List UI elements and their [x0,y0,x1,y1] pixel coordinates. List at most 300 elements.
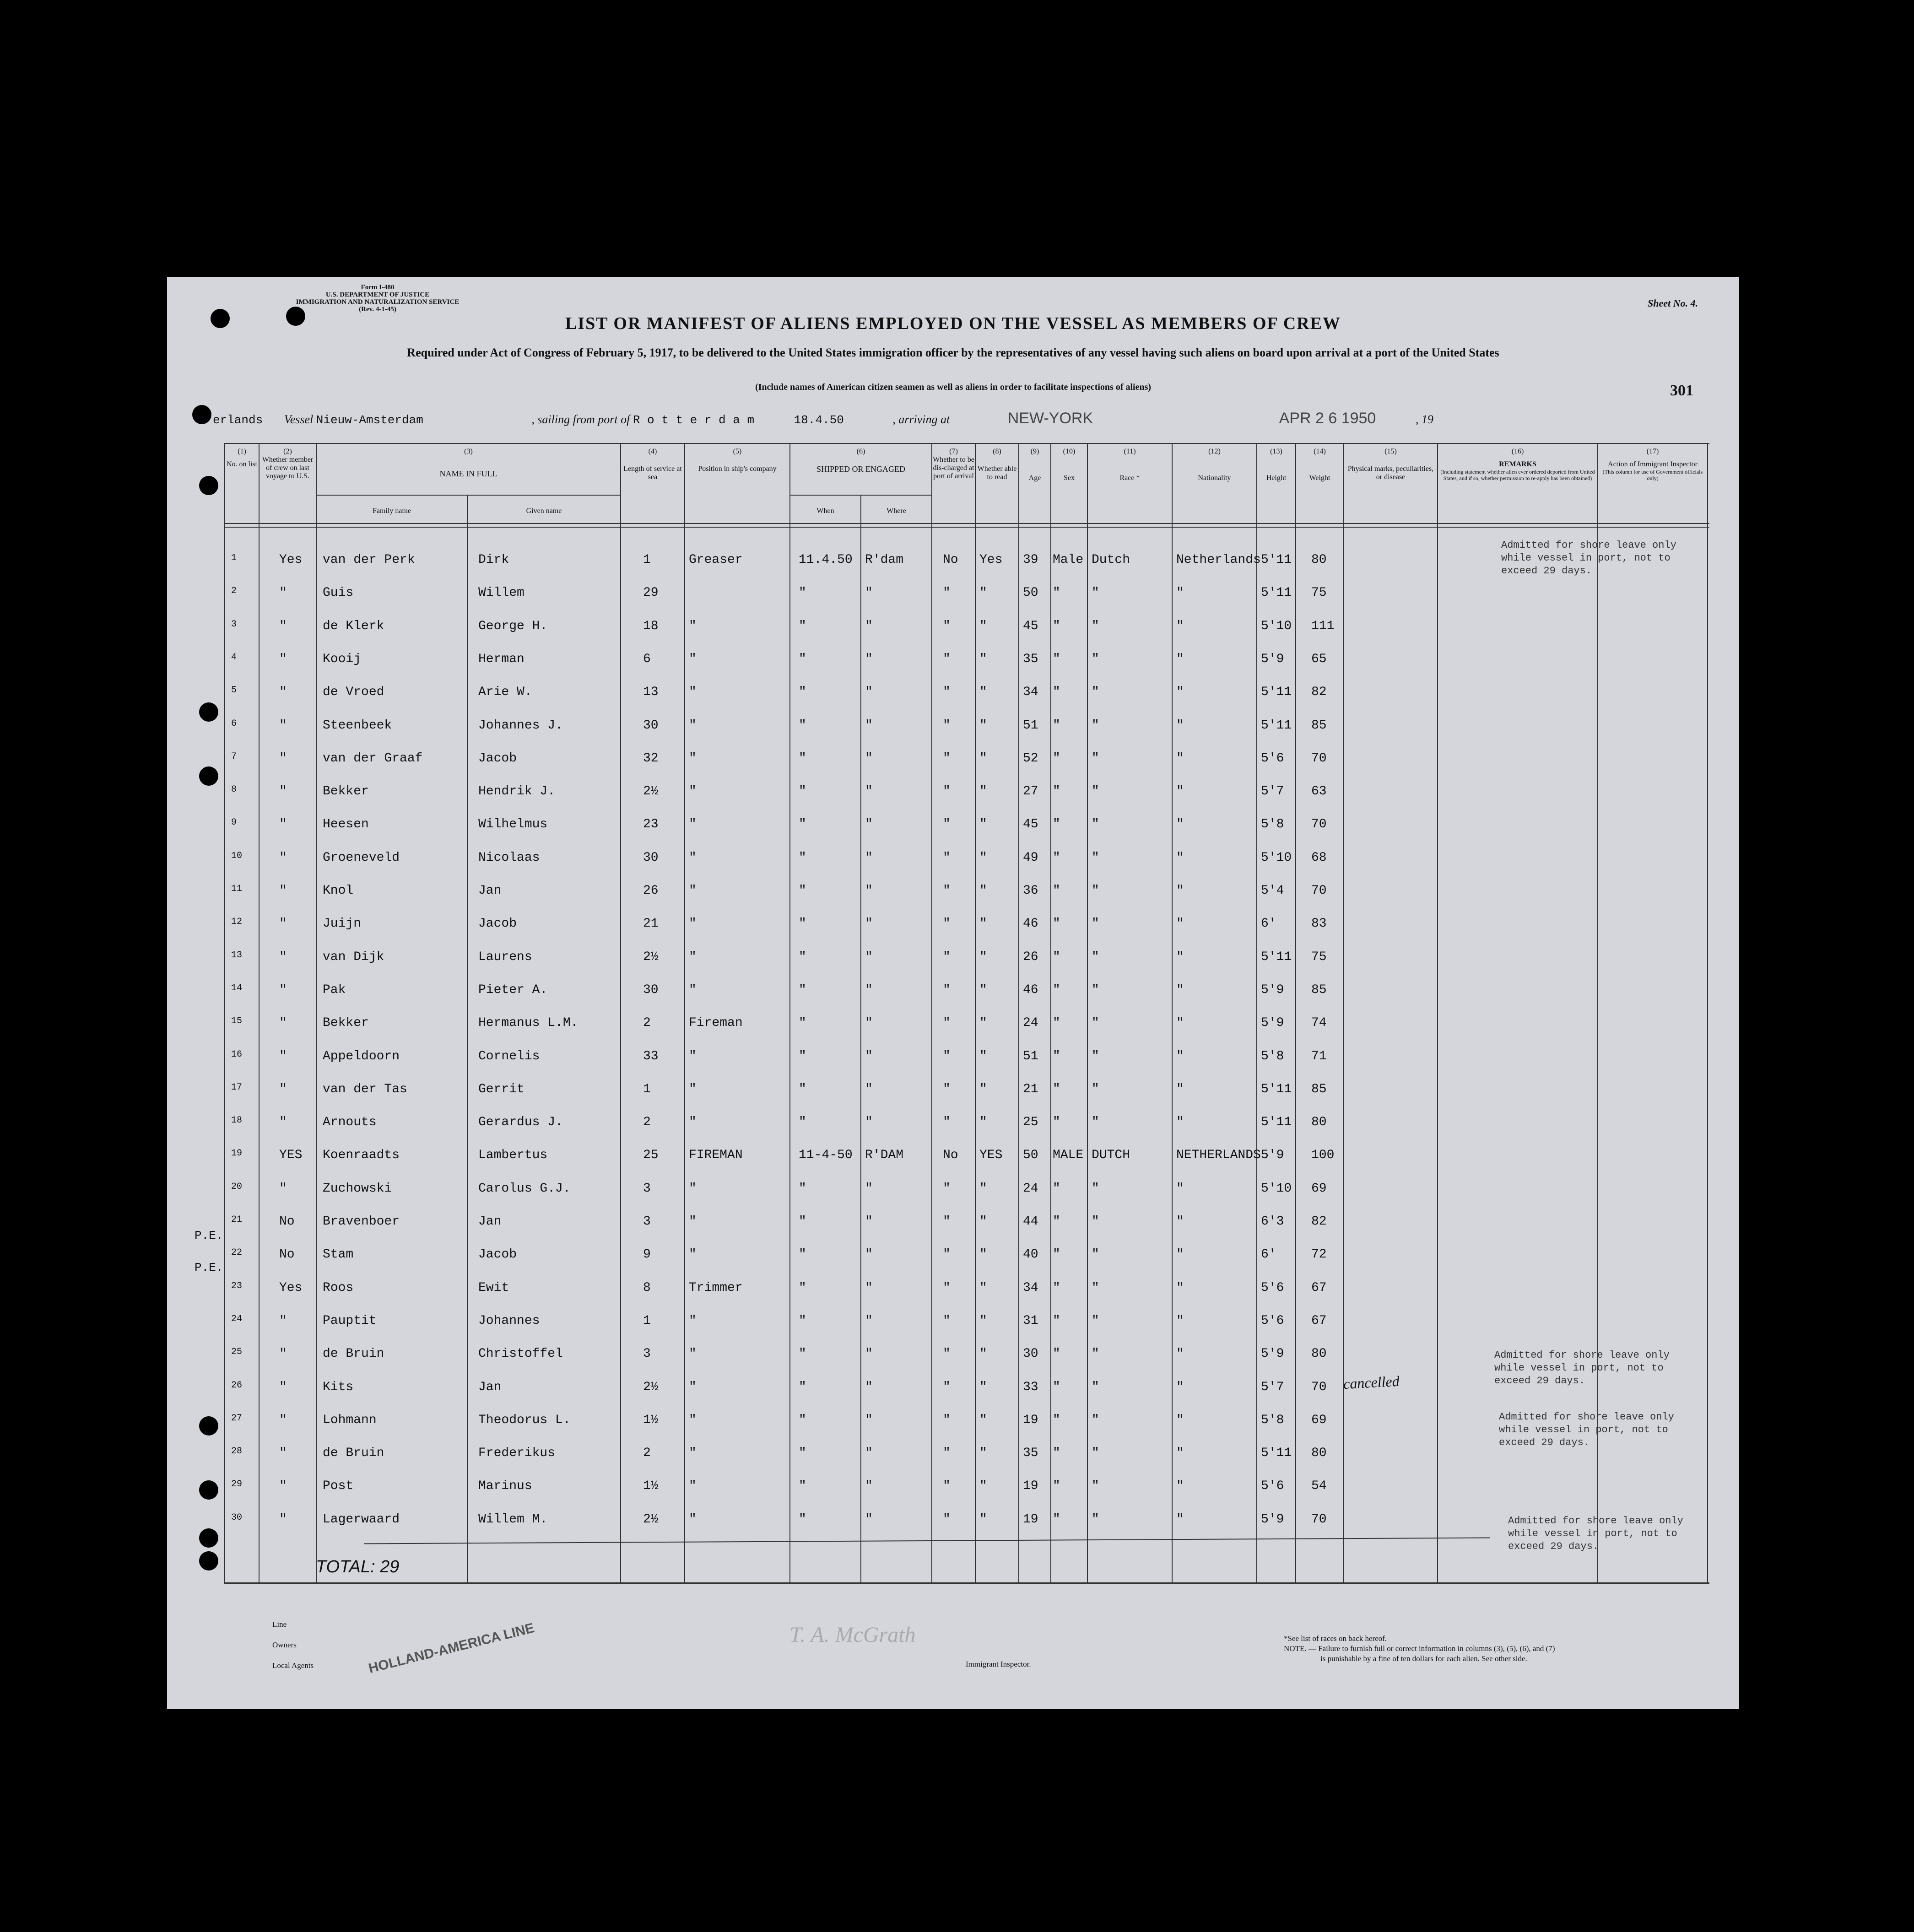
read-flag: " [979,1512,987,1527]
col-given-header: Given name [526,507,562,515]
sex: MALE [1053,1148,1084,1163]
table-row [167,1007,1709,1040]
read-flag: " [979,1446,987,1461]
family-name: van der Graaf [323,751,423,766]
discharge-flag: " [943,817,951,832]
family-name: Zuchowski [323,1181,392,1196]
discharge-flag: " [943,784,951,799]
sex: " [1053,884,1060,898]
form-dept: U.S. DEPARTMENT OF JUSTICE [325,291,430,298]
discharge-flag: " [943,586,951,600]
family-name: Heesen [323,817,369,832]
row-number: 6 [231,718,237,729]
weight: 85 [1311,718,1327,733]
shipped-where: " [865,619,873,633]
service-length: 29 [643,586,659,600]
nationality: " [1176,1446,1184,1461]
sex: Male [1053,553,1084,567]
shipped-when: " [799,950,806,964]
crew-member-flag: " [279,1347,287,1361]
read-flag: YES [979,1148,1003,1163]
weight: 85 [1311,1082,1327,1096]
nationality: " [1176,1247,1184,1262]
height: 6'3 [1261,1214,1284,1229]
table-row [167,1172,1709,1205]
sheet-number [1648,297,1698,309]
given-name: Arie W. [478,685,532,700]
sex: " [1053,1247,1060,1262]
row-number: 30 [231,1512,243,1523]
row-number: 8 [231,784,237,795]
table-row [167,1272,1709,1305]
col-age-header: (9) Age [1028,448,1041,482]
age: 27 [1023,784,1038,799]
height: 5'6 [1261,751,1284,766]
age: 30 [1023,1347,1038,1361]
remark-text: Admitted for shore leave only while vessel in port, not to exceed 29 days. [1501,540,1676,577]
crew-member-flag: " [279,1082,287,1096]
shipped-where: " [865,1313,873,1328]
weight: 70 [1311,751,1327,766]
row-number: 18 [231,1115,243,1126]
sex: " [1053,685,1060,700]
crew-member-flag: " [279,751,287,766]
sex: " [1053,784,1060,799]
weight: 85 [1311,982,1327,997]
race: " [1092,1380,1099,1394]
crew-member-flag: " [279,850,287,865]
given-name: Herman [478,652,524,666]
shipped-when: " [799,884,806,898]
race: " [1092,652,1099,666]
height: 5'11 [1261,586,1292,600]
family-name: Appeldoorn [323,1049,400,1063]
height: 5'8 [1261,817,1284,832]
cancelled-note: cancelled [1343,1372,1400,1392]
crew-member-flag: " [279,619,287,633]
given-name: Hendrik J. [478,784,556,799]
agents-label: Local Agents [272,1661,314,1670]
pe-mark: P.E. [195,1261,223,1274]
remark-text: Admitted for shore leave only while vessel in port, not to exceed 29 days. [1508,1515,1683,1552]
shipped-when: " [799,1313,806,1328]
row-number: 21 [231,1214,243,1225]
shipped-when: " [799,1049,806,1063]
age: 24 [1023,1016,1038,1031]
nationality: " [1176,817,1184,832]
sailing-label: , sailing from port of [531,413,630,426]
discharge-flag: " [943,1313,951,1328]
weight: 54 [1311,1479,1327,1494]
row-number: 28 [231,1446,243,1457]
col-when-header: When [816,507,834,515]
include-note: (Include names of American citizen seamen as well as aliens in order to facilitate inspections of aliens) [755,382,1152,392]
service-length: 30 [643,982,659,997]
height: 5'11 [1261,718,1292,733]
sex: " [1053,751,1060,766]
height: 5'10 [1261,1181,1292,1196]
given-name: Gerrit [478,1082,524,1096]
shipped-when: " [799,1016,806,1031]
col-height-header: (13) Height [1266,448,1287,482]
discharge-flag: " [943,1347,951,1361]
service-length: 1 [643,1082,651,1096]
given-name: Jan [478,1214,502,1229]
shipped-when: " [799,1512,806,1527]
service-length: 13 [643,685,659,700]
row-number: 11 [231,884,243,894]
col-remarks-header: (16) REMARKS (Including statement whether alien ever ordered deported from United States, and if so, whether permission to re-apply has been obtained) [1440,448,1595,481]
shipped-when: " [799,1280,806,1295]
sex: " [1053,718,1060,733]
weight: 111 [1311,619,1335,633]
shipped-when: " [799,1214,806,1229]
inspector-signature: T. A. McGrath [789,1623,916,1647]
read-flag: Yes [979,553,1003,567]
race: " [1092,1347,1099,1361]
row-number: 7 [231,751,237,762]
fine-note-cont: is punishable by a fine of ten dollars for each alien. See other side. [1320,1654,1527,1663]
discharge-flag: " [943,850,951,865]
shipped-where: " [865,685,873,700]
row-number: 26 [231,1380,243,1391]
given-name: Pieter A. [478,982,548,997]
race: " [1092,685,1099,700]
family-name: Bekker [323,784,369,799]
sex: " [1053,1479,1060,1494]
shipped-when: " [799,1347,806,1361]
service-length: 26 [643,884,659,898]
weight: 69 [1311,1181,1327,1196]
shipped-when: " [799,1479,806,1494]
given-name: Nicolaas [478,850,540,865]
position: " [689,1181,697,1196]
given-name: Frederikus [478,1446,556,1461]
shipped-where: " [865,652,873,666]
weight: 82 [1311,685,1327,700]
crew-member-flag: " [279,1115,287,1130]
position: " [689,1380,697,1394]
crew-member-flag: " [279,917,287,931]
service-length: 6 [643,652,651,666]
discharge-flag: " [943,884,951,898]
position: " [689,1214,697,1229]
sex: " [1053,1049,1060,1063]
shipped-where: " [865,1214,873,1229]
shipped-when: " [799,1115,806,1130]
row-number: 23 [231,1280,243,1291]
service-length: 18 [643,619,659,633]
discharge-flag: " [943,718,951,733]
age: 35 [1023,652,1038,666]
nationality: " [1176,718,1184,733]
race: " [1092,619,1099,633]
discharge-flag: " [943,751,951,766]
discharge-flag: " [943,1512,951,1527]
rule [316,495,620,496]
age: 25 [1023,1115,1038,1130]
shipped-when: " [799,1413,806,1427]
family-name: Koenraadts [323,1148,400,1163]
age: 19 [1023,1413,1038,1427]
departure-date: 18.4.50 [794,413,844,427]
nationality: " [1176,1347,1184,1361]
table-row [167,842,1709,874]
page-title: LIST OR MANIFEST OF ALIENS EMPLOYED ON THE VESSEL AS MEMBERS OF CREW [565,314,1341,333]
shipped-when: " [799,784,806,799]
shipped-where: " [865,982,873,997]
shipped-where: " [865,1247,873,1262]
service-length: 3 [643,1214,651,1229]
age: 33 [1023,1380,1038,1394]
height: 5'11 [1261,553,1292,567]
position: " [689,784,697,799]
service-length: 1 [643,553,651,567]
shipped-where: " [865,817,873,832]
crew-member-flag: " [279,1181,287,1196]
crew-member-flag: " [279,1016,287,1031]
age: 24 [1023,1181,1038,1196]
family-name: Stam [323,1247,354,1262]
race: " [1092,718,1099,733]
service-length: 2 [643,1115,651,1130]
shipped-when: " [799,1380,806,1394]
shipped-when: " [799,1181,806,1196]
service-length: 1 [643,1313,651,1328]
race: " [1092,1214,1099,1229]
shipped-when: " [799,982,806,997]
crew-member-flag: " [279,685,287,700]
shipped-where: " [865,1016,873,1031]
height: 5'7 [1261,1380,1284,1394]
weight: 75 [1311,950,1327,964]
row-number: 27 [231,1413,243,1424]
service-length: 2½ [643,784,659,799]
sex: " [1053,1446,1060,1461]
family-name: Kits [323,1380,354,1394]
given-name: George H. [478,619,548,633]
crew-member-flag: " [279,950,287,964]
sex: " [1053,1313,1060,1328]
nationality: " [1176,850,1184,865]
row-number: 24 [231,1313,243,1324]
form-service: IMMIGRATION AND NATURALIZATION SERVICE [296,298,460,306]
read-flag: " [979,1247,987,1262]
table-row [167,1040,1709,1073]
pe-mark: P.E. [195,1229,223,1242]
read-flag: " [979,1347,987,1361]
sex: " [1053,1512,1060,1527]
nationality: " [1176,1280,1184,1295]
col-shipped-header: (6) SHIPPED OR ENGAGED [816,448,905,474]
crew-member-flag: " [279,1049,287,1063]
race: Dutch [1092,553,1130,567]
row-number: 4 [231,652,237,663]
age: 46 [1023,917,1038,931]
race: " [1092,917,1099,931]
crew-member-flag: " [279,1512,287,1527]
sex: " [1053,950,1060,964]
service-length: 32 [643,751,659,766]
row-number: 2 [231,586,237,597]
sex: " [1053,1016,1060,1031]
shipped-when: " [799,586,806,600]
weight: 74 [1311,1016,1327,1031]
position: Trimmer [689,1280,743,1295]
position: " [689,817,697,832]
position: " [689,850,697,865]
family-name: Lagerwaard [323,1512,400,1527]
given-name: Lambertus [478,1148,548,1163]
race: " [1092,1049,1099,1063]
table-row [167,1371,1709,1404]
table-row [167,1305,1709,1338]
arrival-port: NEW-YORK [1007,410,1093,427]
family-name: de Bruin [323,1446,384,1461]
family-name: Pauptit [323,1313,377,1328]
flag-country: erlands [213,413,263,427]
position: " [689,619,697,633]
sex: " [1053,1347,1060,1361]
discharge-flag: " [943,652,951,666]
nationality: NETHERLANDS [1176,1148,1261,1163]
table-row [167,544,1709,577]
crew-member-flag: " [279,1479,287,1494]
table-row [167,1404,1709,1437]
col-weight-header: (14) Weight [1309,448,1330,482]
table-row [167,808,1709,841]
age: 51 [1023,1049,1038,1063]
row-number: 12 [231,917,243,928]
given-name: Jacob [478,751,517,766]
sex: " [1053,1181,1060,1196]
row-number: 29 [231,1479,243,1490]
height: 5'8 [1261,1049,1284,1063]
race: " [1092,1181,1099,1196]
rule [224,443,1709,444]
row-number: 16 [231,1049,243,1060]
col-family-header: Family name [373,507,411,515]
shipped-where: " [865,1446,873,1461]
crew-member-flag: " [279,586,287,600]
col-where-header: Where [887,507,906,515]
race: " [1092,586,1099,600]
shipped-where: " [865,1380,873,1394]
weight: 82 [1311,1214,1327,1229]
given-name: Willem M. [478,1512,548,1527]
read-flag: " [979,718,987,733]
weight: 65 [1311,652,1327,666]
strike-through-line [364,1538,1490,1544]
col-name-header: (3) NAME IN FULL [439,448,497,478]
discharge-flag: " [943,1280,951,1295]
table-row [167,709,1709,742]
sex: " [1053,982,1060,997]
family-name: Post [323,1479,354,1494]
nationality: " [1176,1181,1184,1196]
age: 45 [1023,619,1038,633]
race: DUTCH [1092,1148,1130,1163]
race: " [1092,1413,1099,1427]
table-row [167,907,1709,940]
rule [224,527,1709,528]
table-row [167,1338,1709,1371]
position: Fireman [689,1016,743,1031]
given-name: Christoffel [478,1347,563,1361]
crew-member-flag: Yes [279,553,303,567]
read-flag: " [979,1313,987,1328]
sex: " [1053,1115,1060,1130]
sex: " [1053,917,1060,931]
discharge-flag: " [943,619,951,633]
family-name: Bravenboer [323,1214,400,1229]
sheet-value: 4. [1690,297,1698,309]
discharge-flag: " [943,917,951,931]
form-rev: (Rev. 4-1-45) [359,306,396,313]
given-name: Hermanus L.M. [478,1016,579,1031]
nationality: " [1176,1115,1184,1130]
nationality: " [1176,652,1184,666]
shipped-where: R'dam [865,553,904,567]
table-row [167,610,1709,643]
requirement-text: Required under Act of Congress of February 5, 1917, to be delivered to the United States immigration officer by the representatives of any vessel having such aliens on board upon arrival at a port of the United States [407,346,1499,359]
weight: 70 [1311,817,1327,832]
crew-member-flag: " [279,884,287,898]
family-name: Guis [323,586,354,600]
read-flag: " [979,1380,987,1394]
shipped-where: " [865,586,873,600]
form-number: Form I-480 [361,284,395,291]
race: " [1092,1280,1099,1295]
col-discharge-header: (7) Whether to be dis-charged at port of arrival [933,448,974,480]
given-name: Cornelis [478,1049,540,1063]
position: " [689,1313,697,1328]
age: 52 [1023,751,1038,766]
race: " [1092,1247,1099,1262]
family-name: van der Tas [323,1082,407,1096]
service-length: 2 [643,1016,651,1031]
table-row [167,1073,1709,1106]
age: 51 [1023,718,1038,733]
height: 5'9 [1261,1016,1284,1031]
position: " [689,982,697,997]
col-no-header: (1) No. on list [226,448,258,468]
family-name: Knol [323,884,354,898]
discharge-flag: " [943,1247,951,1262]
crew-member-flag: YES [279,1148,303,1163]
shipped-when: " [799,1247,806,1262]
age: 34 [1023,1280,1038,1295]
remark-text: Admitted for shore leave only while vessel in port, not to exceed 29 days. [1499,1411,1674,1448]
service-length: 8 [643,1280,651,1295]
discharge-flag: " [943,1214,951,1229]
table-row [167,676,1709,709]
age: 21 [1023,1082,1038,1096]
weight: 80 [1311,1446,1327,1461]
race: " [1092,850,1099,865]
family-name: de Vroed [323,685,384,700]
given-name: Willem [478,586,524,600]
shipped-when: " [799,751,806,766]
col-sex-header: (10) Sex [1063,448,1076,482]
service-length: 3 [643,1347,651,1361]
shipped-when: " [799,1446,806,1461]
crew-member-flag: " [279,1313,287,1328]
crew-member-flag: " [279,1380,287,1394]
age: 45 [1023,817,1038,832]
position: " [689,1413,697,1427]
table-row [167,1238,1709,1271]
